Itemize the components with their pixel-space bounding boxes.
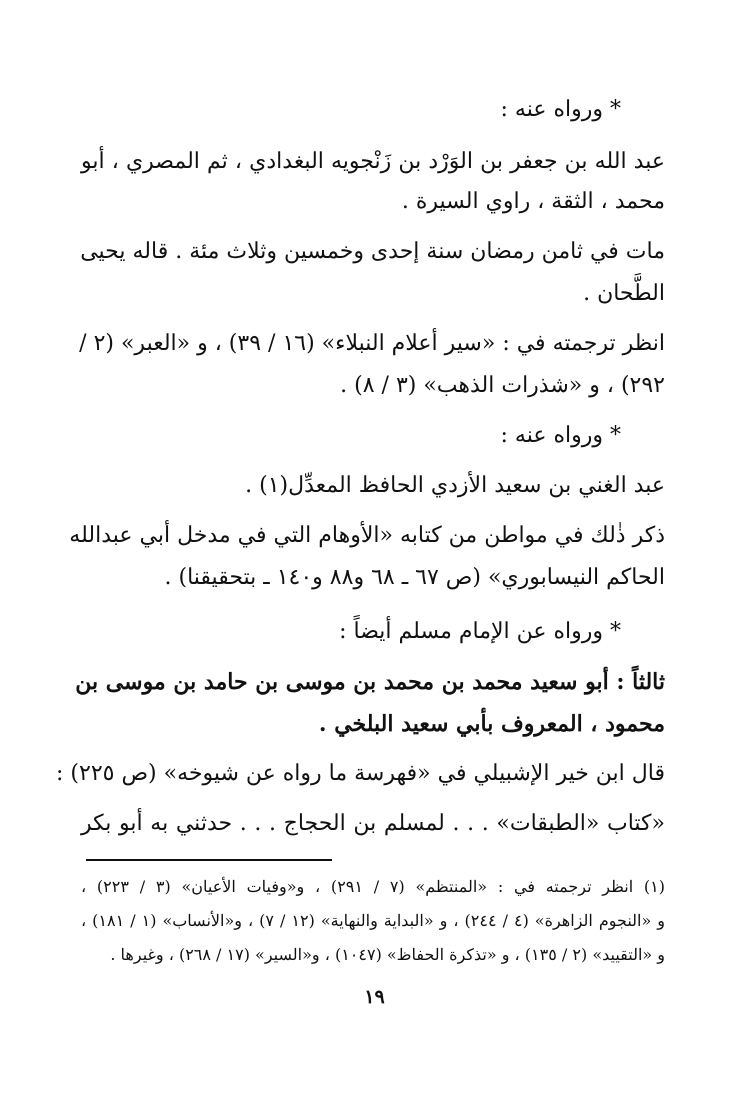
text-line: «كتاب «الطبقات» . . . لمسلم بن الحجاج . . . حدثني به أبو بكر (81, 811, 665, 836)
footnote-line: (١) انظر ترجمته في : «المنتظم» (٧ / ٢٩١) ، و«وفيات الأعيان» (٣ / ٢٢٣) ، (81, 877, 666, 896)
text-line: الطَّحان . (583, 281, 665, 306)
text-line: انظر ترجمته في : «سير أعلام النبلاء» (١٦ / ٣٩) ، و «العبر» (٢ / (79, 331, 665, 356)
text-line: ذكر ذٰلك في مواطن من كتابه «الأوهام التي في مدخل أبي عبدالله (69, 523, 665, 548)
bullet-heading: * ورواه عنه : (500, 97, 621, 122)
footnote-separator (86, 859, 332, 861)
bullet-heading: * ورواه عن الإمام مسلم أيضاً : (339, 619, 621, 644)
text-line: محمد ، الثقة ، راوي السيرة . (401, 189, 665, 214)
text-line: عبد الله بن جعفر بن الوَرْد بن زَنْجويه البغدادي ، ثم المصري ، أبو (81, 149, 665, 174)
text-line: قال ابن خير الإشبيلي في «فهرسة ما رواه عن شيوخه» (ص ٢٢٥) : (56, 761, 665, 786)
footnote-line: و «التقييد» (٢ / ١٣٥) ، و «تذكرة الحفاظ» (١٠٤٧) ، و«السير» (١٧ / ٢٦٨) ، وغيرها . (110, 945, 665, 964)
text-line: الحاكم النيسابوري» (ص ٦٧ ـ ٦٨ و٨٨ و١٤٠ ـ بتحقيقنا) . (164, 565, 665, 590)
page-number: ١٩ (364, 986, 385, 1008)
text-line: ٢٩٢) ، و «شذرات الذهب» (٣ / ٨) . (340, 373, 665, 398)
text-line: عبد الغني بن سعيد الأزدي الحافظ المعدِّل(١) . (245, 473, 665, 498)
bullet-heading: * ورواه عنه : (500, 423, 621, 448)
section-heading: ثالثاً : أبو سعيد محمد بن محمد بن موسى بن حامد بن موسى بن (75, 669, 665, 695)
footnote-line: و «النجوم الزاهرة» (٤ / ٢٤٤) ، و «البداية والنهاية» (١٢ / ٧) ، و«الأنساب» (١ / ١٨١) ، (81, 911, 666, 930)
text-line: مات في ثامن رمضان سنة إحدى وخمسين وثلاث مئة . قاله يحيى (80, 239, 665, 264)
section-heading: محمود ، المعروف بأبي سعيد البلخي . (318, 711, 665, 737)
